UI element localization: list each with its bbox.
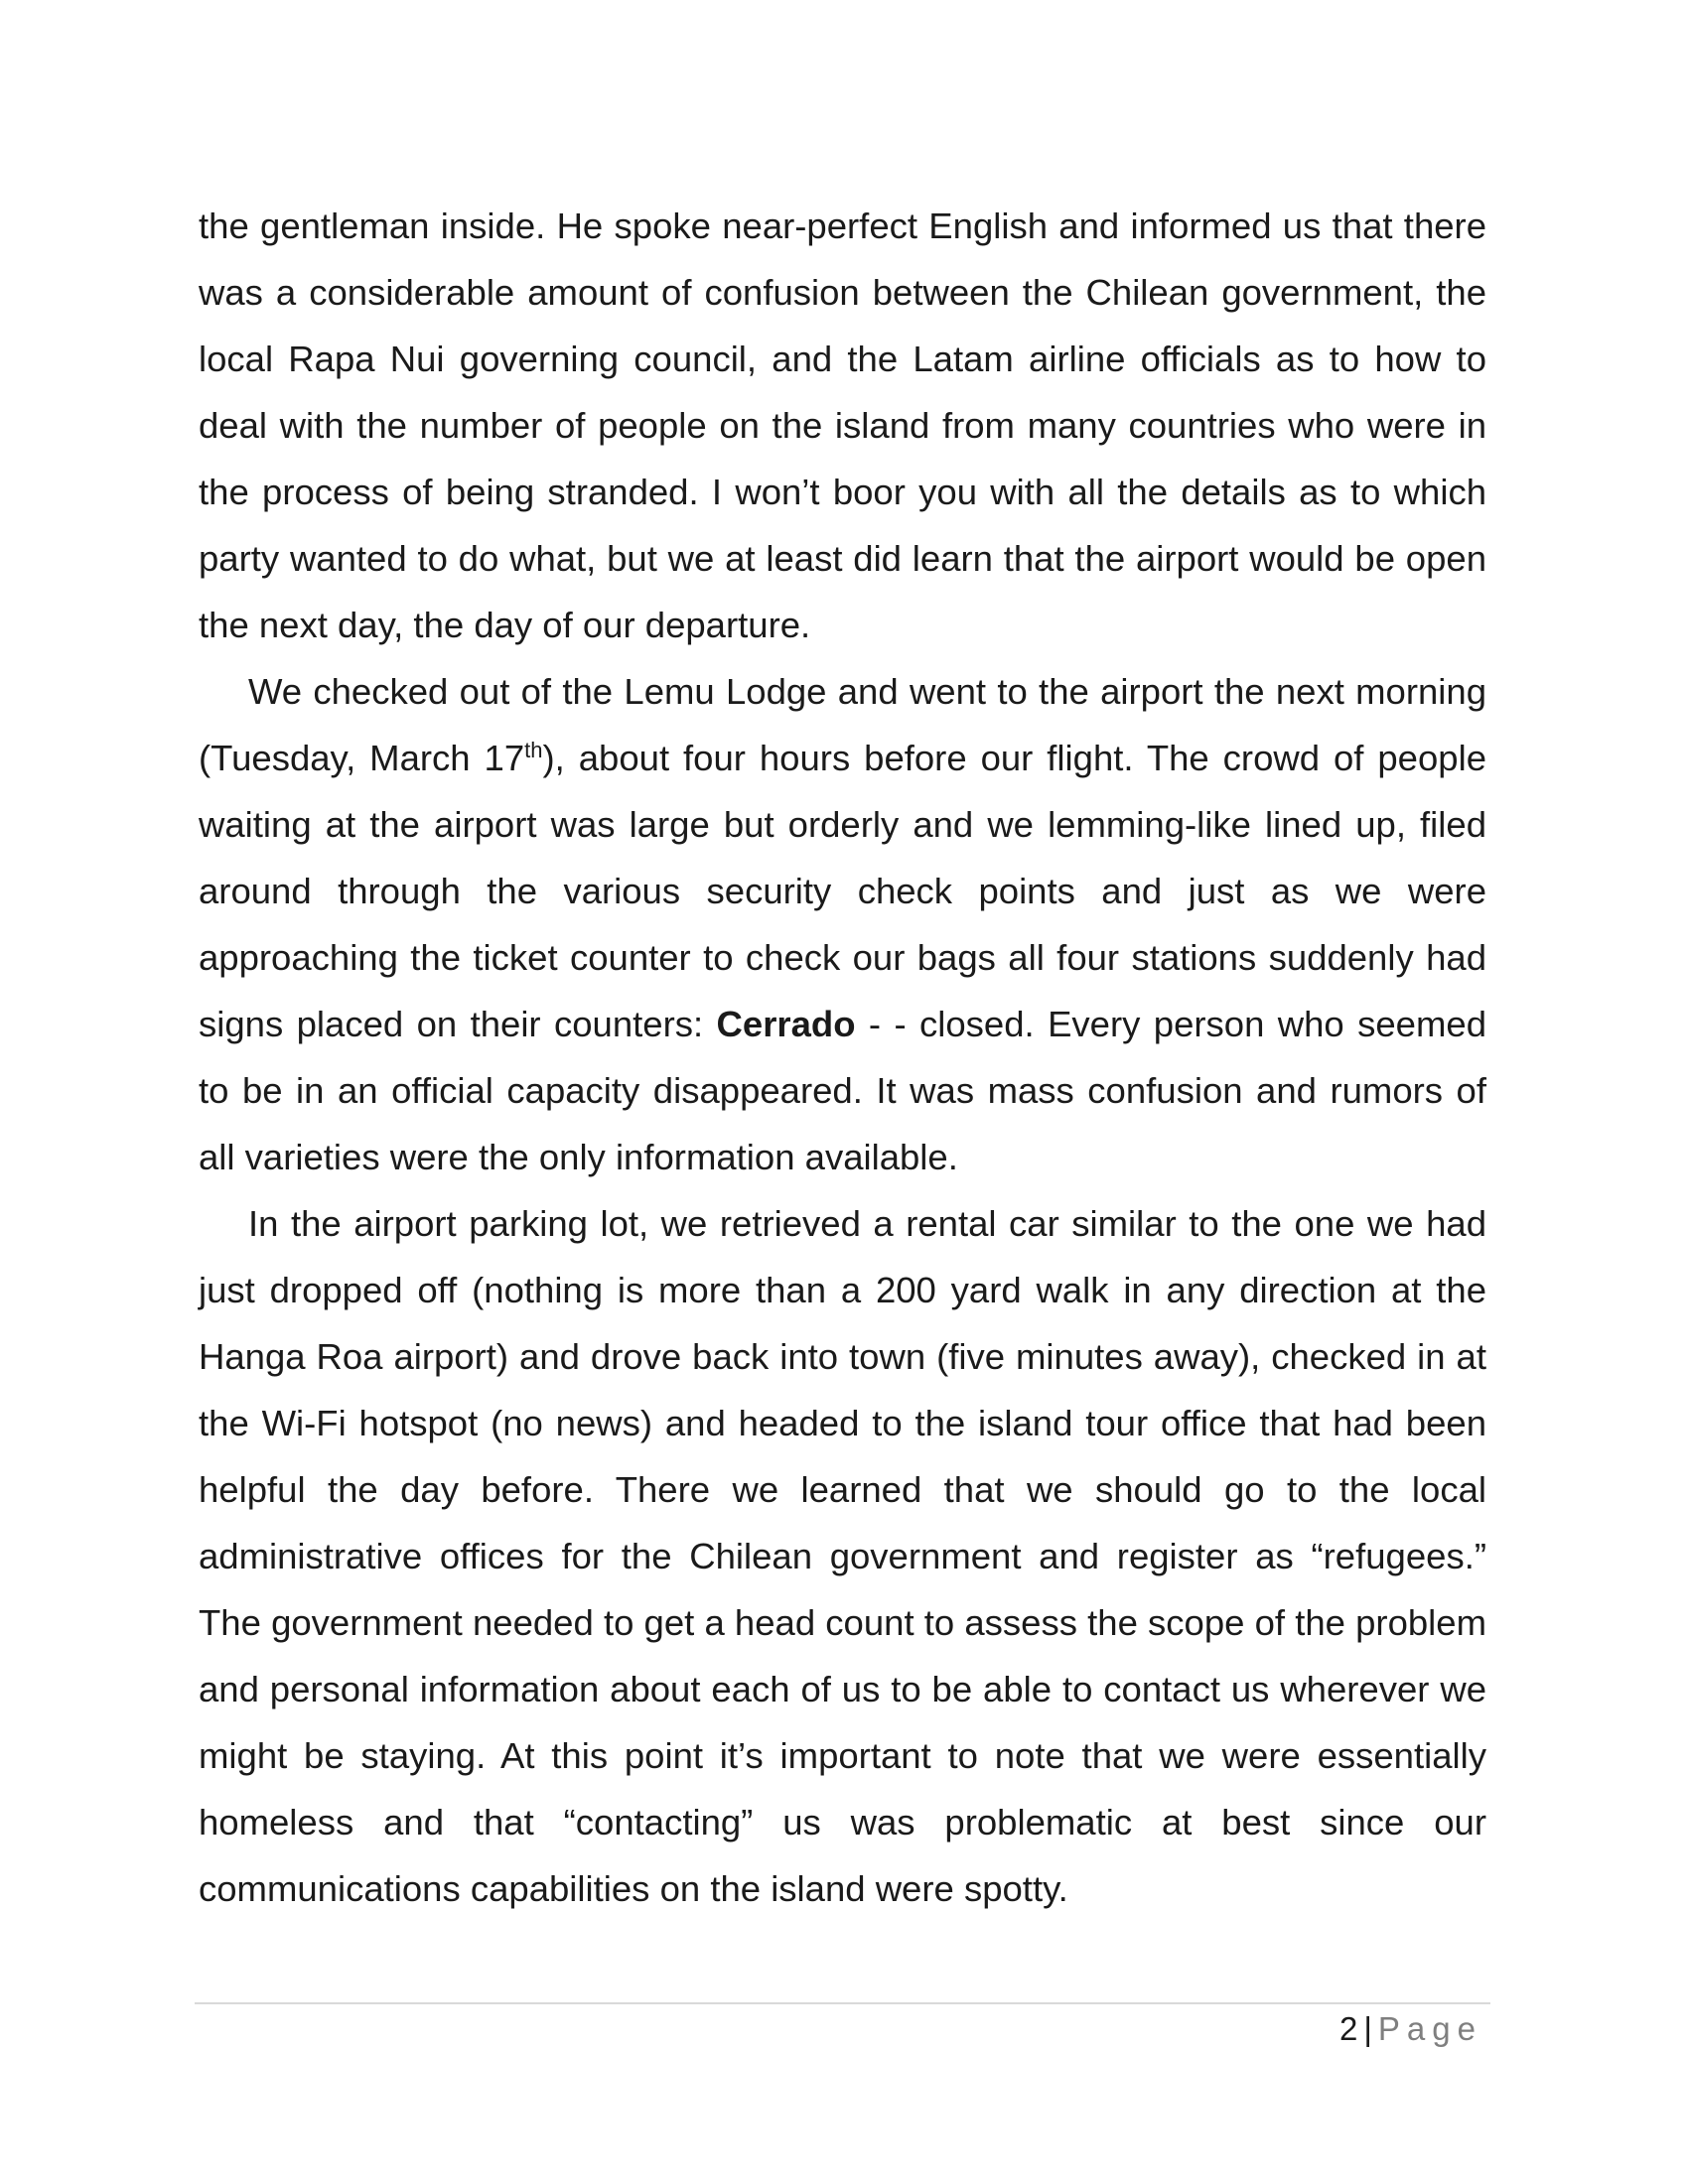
page-footer <box>1339 2009 1482 2049</box>
paragraph-3: In the airport parking lot, we retrieved a rental car similar to the one we had just dropped off (nothing is more than a 200 yard walk in any direction at the Hanga Roa airport) and drove back into town (five minutes away), checked in at the Wi-Fi hotspot (no news) and headed to the island tour office that had been helpful the day before. There we learned that we should go to the local administrative offices for the Chilean government and register as “refugees.” The government needed to get a head count to assess the scope of the problem and personal information about each of us to be able to contact us wherever we might be staying. At this point it’s important to note that we were essentially homeless and that “contacting” us was problematic at best since our communications capabilities on the island were spotty. <box>199 1203 1486 1909</box>
paragraph-2-part-b: ), about four hours before our flight. The crowd of people waiting at the airport was large but orderly and we lemming-like lined up, filed around through the various security check points and just as we were approaching the ticket counter to check our bags all four stations suddenly had signs placed on their counters: <box>199 738 1486 1044</box>
paragraph-2-part-c: - - closed. Every person who seemed to be in an official capacity disappeared. It was mass confusion and rumors of all varieties were the only information available. <box>199 1004 1486 1177</box>
page-number: 2 <box>1338 2010 1358 2047</box>
ordinal-superscript: th <box>524 737 543 762</box>
document-body <box>199 193 1486 1922</box>
page-label: Page <box>1377 2010 1482 2047</box>
paragraph-2-part-a: We checked out of the Lemu Lodge and went to the airport the next morning (Tuesday, March 17 <box>199 671 1486 778</box>
paragraph-1: the gentleman inside. He spoke near-perfect English and informed us that there was a considerable amount of confusion between the Chilean government, the local Rapa Nui governing council, and the Latam airline officials as to how to deal with the number of people on the island from many countries who were in the process of being stranded. I won’t boor you with all the details as to which party wanted to do what, but we at least did learn that the airport would be open the next day, the day of our departure. <box>199 205 1486 645</box>
footer-separator: | <box>1363 2010 1372 2047</box>
bold-word-cerrado: Cerrado <box>716 1004 856 1044</box>
paragraph-2 <box>199 658 1486 1190</box>
footer-divider <box>195 2002 1490 2004</box>
